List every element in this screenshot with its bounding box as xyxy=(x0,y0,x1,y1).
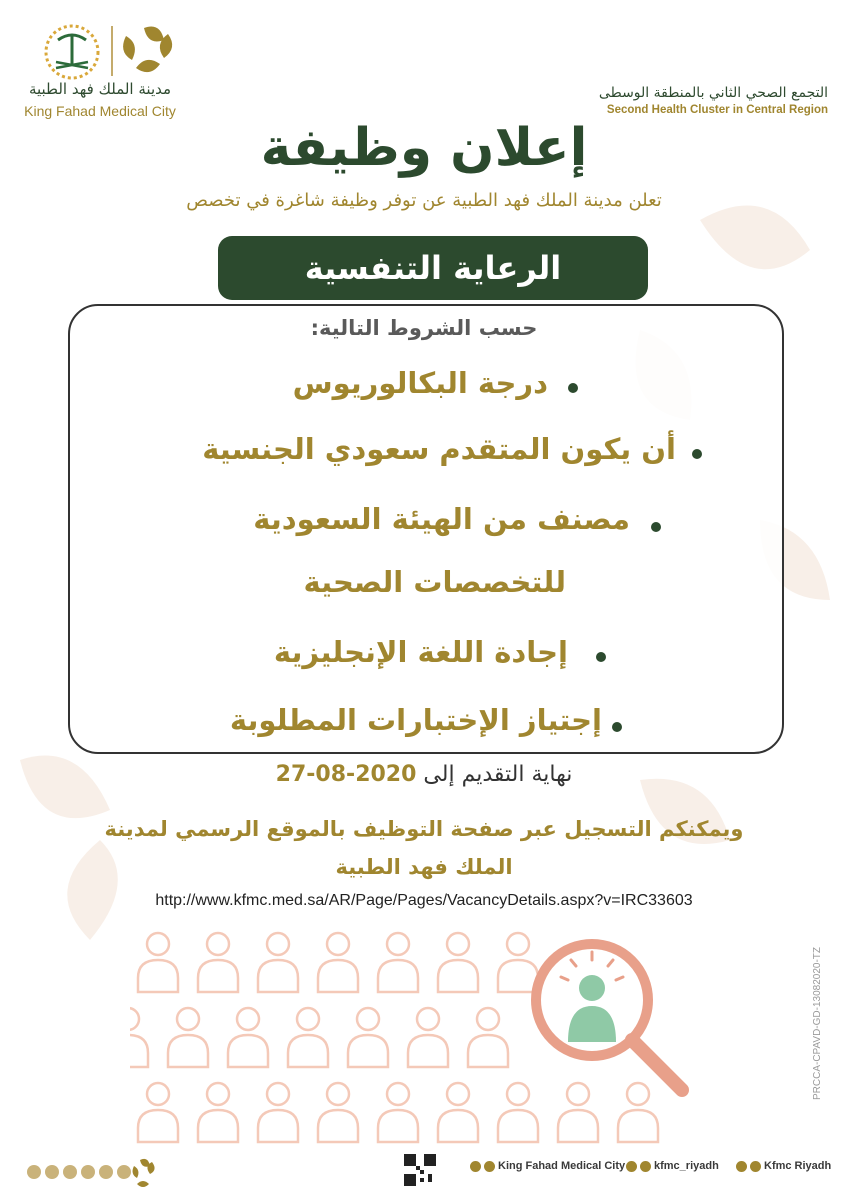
person-outline-icon xyxy=(168,1008,208,1067)
person-outline-icon xyxy=(378,1083,418,1142)
announcement-subtitle: تعلن مدينة الملك فهد الطبية عن توفر وظيفة شاغرة في تخصص xyxy=(186,190,662,211)
org-name-arabic: مدينة الملك فهد الطبية xyxy=(28,80,172,98)
bullet-icon xyxy=(692,449,702,459)
person-outline-icon xyxy=(198,933,238,992)
bullet-icon xyxy=(596,652,606,662)
footer-flower-logo xyxy=(22,1152,162,1192)
reference-code: PRCCA-CPAVD-GD-13082020-TZ xyxy=(812,946,823,1100)
qr-code-icon[interactable] xyxy=(404,1154,436,1186)
instagram-icon xyxy=(484,1161,495,1172)
page-title: إعلان وظيفة xyxy=(260,118,588,178)
footer-twitter-label: kfmc_riyadh xyxy=(654,1160,719,1172)
globe-icon xyxy=(470,1161,481,1172)
kfmc-flower-icon xyxy=(123,27,172,73)
deadline-line xyxy=(0,762,848,787)
requirement-item: مصنف من الهيئة السعودية xyxy=(253,502,630,536)
requirement-item: للتخصصات الصحية xyxy=(303,565,566,599)
person-outline-icon xyxy=(438,1083,478,1142)
registration-line-1: ويمكنكم التسجيل عبر صفحة التوظيف بالموقع الرسمي لمدينة xyxy=(104,817,744,841)
person-outline-icon xyxy=(408,1008,448,1067)
requirement-item: إجادة اللغة الإنجليزية xyxy=(273,635,568,669)
footer-web[interactable] xyxy=(470,1160,625,1172)
footer-twitter[interactable] xyxy=(626,1160,719,1172)
saudi-emblem-icon xyxy=(46,26,98,78)
person-outline-icon xyxy=(318,933,358,992)
bullet-icon xyxy=(651,522,661,532)
footer-youtube-label: Kfmc Riyadh xyxy=(764,1160,832,1172)
cluster-name-arabic: التجمع الصحي الثاني بالمنطقة الوسطى xyxy=(598,85,828,101)
bullet-icon xyxy=(568,383,578,393)
person-outline-icon xyxy=(378,933,418,992)
conditions-heading: حسب الشروط التالية: xyxy=(310,316,538,340)
requirement-item: إجتياز الإختبارات المطلوبة xyxy=(229,703,602,737)
person-outline-icon xyxy=(198,1083,238,1142)
person-outline-icon xyxy=(258,1083,298,1142)
requirement-item: أن يكون المتقدم سعودي الجنسية xyxy=(202,432,676,466)
person-outline-icon xyxy=(438,933,478,992)
footer-web-label: King Fahad Medical City xyxy=(498,1160,626,1172)
snapchat-icon xyxy=(640,1161,651,1172)
person-outline-icon xyxy=(288,1008,328,1067)
twitter-icon xyxy=(626,1161,637,1172)
org-name-english: King Fahad Medical City xyxy=(24,103,176,119)
footer-youtube[interactable] xyxy=(736,1160,831,1172)
person-outline-icon xyxy=(258,933,298,992)
youtube-icon xyxy=(736,1161,747,1172)
requirement-item: درجة البكالوريوس xyxy=(292,366,548,400)
person-outline-icon xyxy=(468,1008,508,1067)
deadline-date: 2020-08-27 xyxy=(275,762,417,787)
person-outline-icon xyxy=(138,1083,178,1142)
specialty-banner: الرعاية التنفسية xyxy=(218,236,648,300)
registration-note xyxy=(40,810,808,886)
deadline-label: نهاية التقديم إلى xyxy=(423,762,573,787)
person-outline-icon xyxy=(228,1008,268,1067)
facebook-icon xyxy=(750,1161,761,1172)
person-outline-icon xyxy=(130,1008,148,1067)
magnifier-icon xyxy=(520,930,700,1100)
person-outline-icon xyxy=(318,1083,358,1142)
person-outline-icon xyxy=(348,1008,388,1067)
vacancy-link[interactable]: http://www.kfmc.med.sa/AR/Page/Pages/VacancyDetails.aspx?v=IRC33603 xyxy=(155,892,693,909)
cluster-name-english: Second Health Cluster in Central Region xyxy=(606,104,828,116)
registration-line-2: الملك فهد الطبية xyxy=(335,855,513,879)
bullet-icon xyxy=(612,722,622,732)
person-outline-icon xyxy=(138,933,178,992)
